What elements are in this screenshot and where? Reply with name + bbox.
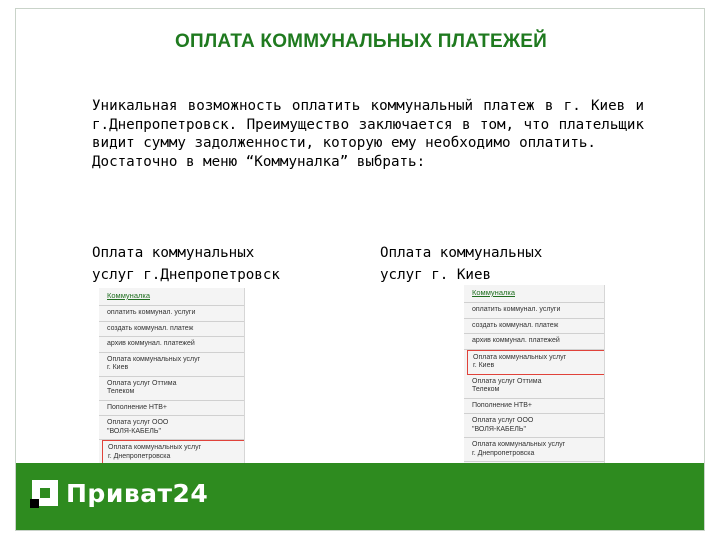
menu-item[interactable]: создать коммунал. платеж xyxy=(99,322,244,338)
menu-screenshot-kiev xyxy=(464,285,605,464)
menu-items xyxy=(99,306,244,464)
right-heading-line1: Оплата коммунальных xyxy=(380,245,543,261)
left-column-heading xyxy=(92,242,352,286)
left-heading-line2: услуг г.Днепропетровск xyxy=(92,267,280,283)
menu-item[interactable]: Оплата услуг ООО "ВОЛЯ-КАБЕЛЬ" xyxy=(464,414,604,438)
menu-item[interactable]: Пополнение НТВ+ xyxy=(464,399,604,415)
menu-item[interactable]: Оплата коммунальных услуг г. Днепропетровска xyxy=(464,438,604,462)
intro-text xyxy=(92,97,644,171)
menu-item[interactable]: Пополнение НТВ+ xyxy=(99,401,244,417)
menu-item[interactable]: архив коммунал. платежей xyxy=(464,334,604,350)
menu-screenshot-dnepropetrovsk xyxy=(99,288,245,464)
slide xyxy=(15,8,705,531)
menu-item[interactable]: Оплата коммунальных услуг г. Киев xyxy=(467,350,605,375)
footer-bar xyxy=(16,463,704,530)
menu-item[interactable]: Оплата услуг Оттима Телеком xyxy=(99,377,244,401)
brand-name: Приват24 xyxy=(66,478,209,508)
privat-logo-icon xyxy=(28,476,62,510)
menu-item[interactable]: Оплата услуг Оттима Телеком xyxy=(464,375,604,399)
left-heading-line1: Оплата коммунальных xyxy=(92,245,255,261)
menu-item[interactable]: архив коммунал. платежей xyxy=(99,337,244,353)
menu-item[interactable]: Оплата коммунальных услуг г. Киев xyxy=(99,353,244,377)
menu-items xyxy=(464,303,604,462)
menu-item[interactable]: Оплата услуг ООО "ВОЛЯ-КАБЕЛЬ" xyxy=(99,416,244,440)
menu-header-link[interactable]: Коммуналка xyxy=(464,285,604,303)
menu-header-link[interactable]: Коммуналка xyxy=(99,288,244,306)
menu-item[interactable]: оплатить коммунал. услуги xyxy=(464,303,604,319)
intro-instruction: Достаточно в меню “Коммуналка” выбрать: xyxy=(92,153,426,170)
right-column-heading xyxy=(380,242,640,286)
menu-item[interactable]: Оплата коммунальных услуг г. Днепропетровска xyxy=(102,440,245,464)
intro-paragraph: Уникальная возможность оплатить коммунальный платеж в г. Киев и г.Днепропетровск. Преимущество заключается в том, что плательщик видит сумму задолженности, которую ему необходимо оплатить. xyxy=(92,98,644,151)
menu-item[interactable]: создать коммунал. платеж xyxy=(464,319,604,335)
menu-item[interactable]: оплатить коммунал. услуги xyxy=(99,306,244,322)
privat24-logo xyxy=(28,476,208,510)
right-heading-line2: услуг г. Киев xyxy=(380,267,492,283)
page-title: ОПЛАТА КОММУНАЛЬНЫХ ПЛАТЕЖЕЙ xyxy=(175,31,547,52)
